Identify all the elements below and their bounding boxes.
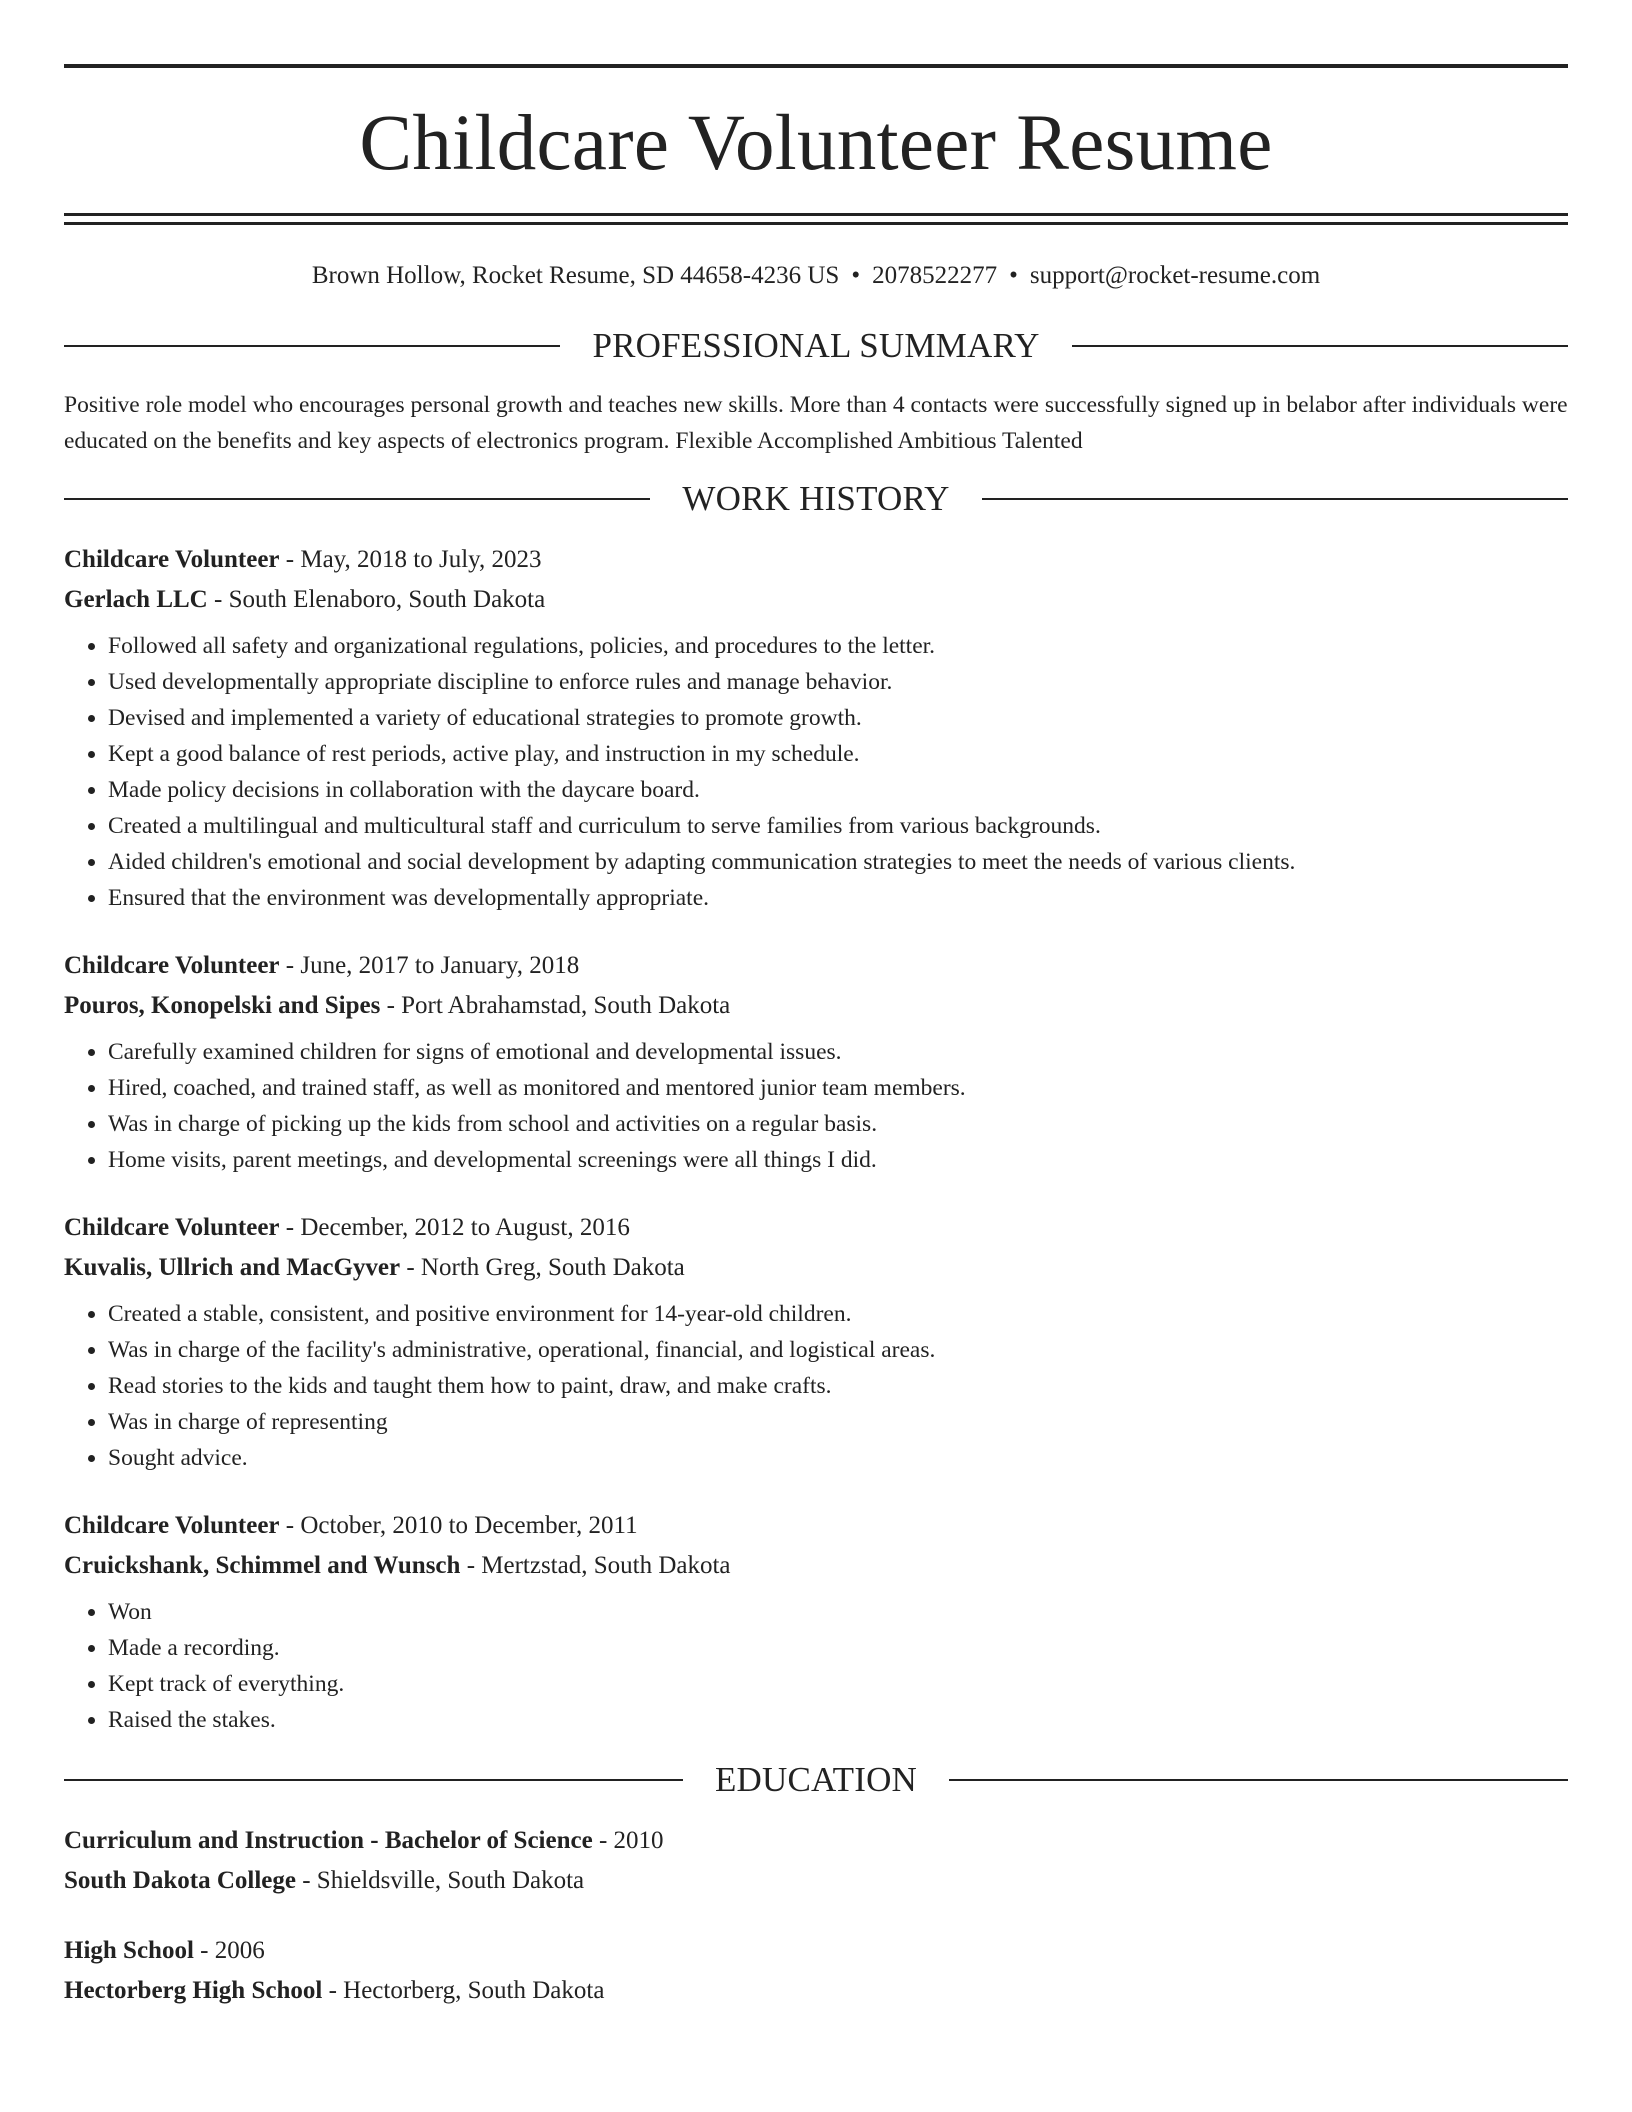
job-title: Childcare Volunteer: [64, 546, 280, 573]
job-bullet: • Kept track of everything.: [108, 1666, 1568, 1702]
title-double-rule: [64, 213, 1568, 225]
job-title: Childcare Volunteer: [64, 1214, 280, 1241]
job-bullet: • Created a stable, consistent, and positive environment for 14-year-old children.: [108, 1296, 1568, 1332]
job-bullet: • Sought advice.: [108, 1440, 1568, 1476]
top-rule: [64, 64, 1568, 68]
education-school: South Dakota College: [64, 1867, 296, 1894]
job-bullet: • Was in charge of picking up the kids from school and activities on a regular basis.: [108, 1106, 1568, 1142]
contact-separator: •: [1009, 262, 1018, 289]
heading-rule: [64, 498, 650, 500]
work-history-list: [64, 540, 1568, 1738]
job-title-line: [64, 1506, 1568, 1546]
education-entry: [64, 1821, 1568, 1901]
job-location: - South Elenaboro, South Dakota: [207, 586, 546, 613]
job-company-line: [64, 580, 1568, 620]
heading-rule: [64, 1779, 683, 1781]
job-entry: [64, 1208, 1568, 1476]
job-dates: - October, 2010 to December, 2011: [279, 1512, 638, 1539]
section-heading-education: [64, 1762, 1568, 1797]
section-heading-summary: [64, 328, 1568, 363]
job-title-line: [64, 946, 1568, 986]
page-title: Childcare Volunteer Resume: [359, 100, 1273, 187]
job-bullet-list: [64, 1034, 1568, 1178]
job-company-line: [64, 986, 1568, 1026]
job-location: - North Greg, South Dakota: [400, 1254, 685, 1281]
job-title-line: [64, 540, 1568, 580]
heading-rule: [64, 345, 560, 347]
job-bullet: • Created a multilingual and multicultural staff and curriculum to serve families from various backgrounds.: [108, 808, 1568, 844]
job-title: Childcare Volunteer: [64, 952, 280, 979]
education-year: - 2006: [193, 1937, 265, 1964]
section-title: PROFESSIONAL SUMMARY: [592, 326, 1040, 365]
job-dates: - June, 2017 to January, 2018: [279, 952, 580, 979]
job-company: Pouros, Konopelski and Sipes: [64, 992, 381, 1019]
education-degree-line: [64, 1821, 1568, 1861]
job-bullet-list: [64, 1594, 1568, 1738]
education-year: - 2010: [592, 1827, 664, 1854]
job-company: Cruickshank, Schimmel and Wunsch: [64, 1552, 461, 1579]
job-company-line: [64, 1546, 1568, 1586]
education-school-line: [64, 1861, 1568, 1901]
education-degree-line: [64, 1931, 1568, 1971]
job-title: Childcare Volunteer: [64, 1512, 280, 1539]
contact-address: Brown Hollow, Rocket Resume, SD 44658-4236 US: [311, 262, 840, 289]
job-company-line: [64, 1248, 1568, 1288]
job-bullet: • Aided children's emotional and social development by adapting communication strategies to meet the needs of various clients.: [108, 844, 1568, 880]
job-entry: [64, 1506, 1568, 1738]
contact-line: [64, 263, 1568, 288]
education-location: - Hectorberg, South Dakota: [322, 1977, 605, 2004]
heading-rule: [949, 1779, 1568, 1781]
education-school: Hectorberg High School: [64, 1977, 323, 2004]
job-bullet: • Followed all safety and organizational regulations, policies, and procedures to the letter.: [108, 628, 1568, 664]
section-title: WORK HISTORY: [682, 479, 950, 518]
job-company: Kuvalis, Ullrich and MacGyver: [64, 1254, 401, 1281]
heading-rule: [982, 498, 1568, 500]
job-bullet: • Devised and implemented a variety of educational strategies to promote growth.: [108, 700, 1568, 736]
section-heading-work: [64, 481, 1568, 516]
education-degree: High School: [64, 1937, 194, 1964]
job-bullet: • Ensured that the environment was developmentally appropriate.: [108, 880, 1568, 916]
job-bullet: • Used developmentally appropriate discipline to enforce rules and manage behavior.: [108, 664, 1568, 700]
contact-phone: 2078522277: [872, 262, 998, 289]
contact-email: support@rocket-resume.com: [1029, 262, 1321, 289]
job-dates: - December, 2012 to August, 2016: [279, 1214, 630, 1241]
job-bullet: • Won: [108, 1594, 1568, 1630]
education-degree: Curriculum and Instruction - Bachelor of Science: [64, 1827, 593, 1854]
heading-rule: [1072, 345, 1568, 347]
education-entry: [64, 1931, 1568, 2011]
job-title-line: [64, 1208, 1568, 1248]
job-location: - Mertzstad, South Dakota: [460, 1552, 731, 1579]
job-bullet: • Carefully examined children for signs of emotional and developmental issues.: [108, 1034, 1568, 1070]
education-location: - Shieldsville, South Dakota: [295, 1867, 585, 1894]
job-bullet: • Home visits, parent meetings, and developmental screenings were all things I did.: [108, 1142, 1568, 1178]
education-list: [64, 1821, 1568, 2011]
summary-text: Positive role model who encourages personal growth and teaches new skills. More than 4 contacts were successfully signed up in belabor after individuals were educated on the benefits and key aspects of electronics program. Flexible Accomplished Ambitious Talented: [64, 392, 1568, 454]
job-entry: [64, 540, 1568, 916]
job-entry: [64, 946, 1568, 1178]
job-bullet-list: [64, 628, 1568, 916]
job-bullet: • Hired, coached, and trained staff, as well as monitored and mentored junior team members.: [108, 1070, 1568, 1106]
job-company: Gerlach LLC: [64, 586, 208, 613]
job-bullet: • Raised the stakes.: [108, 1702, 1568, 1738]
job-bullet-list: [64, 1296, 1568, 1476]
job-bullet: • Kept a good balance of rest periods, active play, and instruction in my schedule.: [108, 736, 1568, 772]
job-bullet: • Was in charge of representing: [108, 1404, 1568, 1440]
section-title: EDUCATION: [714, 1760, 918, 1799]
job-bullet: • Made policy decisions in collaboration with the daycare board.: [108, 772, 1568, 808]
job-location: - Port Abrahamstad, South Dakota: [380, 992, 731, 1019]
contact-separator: •: [851, 262, 861, 289]
job-bullet: • Was in charge of the facility's administrative, operational, financial, and logistical areas.: [108, 1332, 1568, 1368]
job-bullet: • Read stories to the kids and taught them how to paint, draw, and make crafts.: [108, 1368, 1568, 1404]
job-bullet: • Made a recording.: [108, 1630, 1568, 1666]
job-dates: - May, 2018 to July, 2023: [279, 546, 542, 573]
education-school-line: [64, 1971, 1568, 2011]
